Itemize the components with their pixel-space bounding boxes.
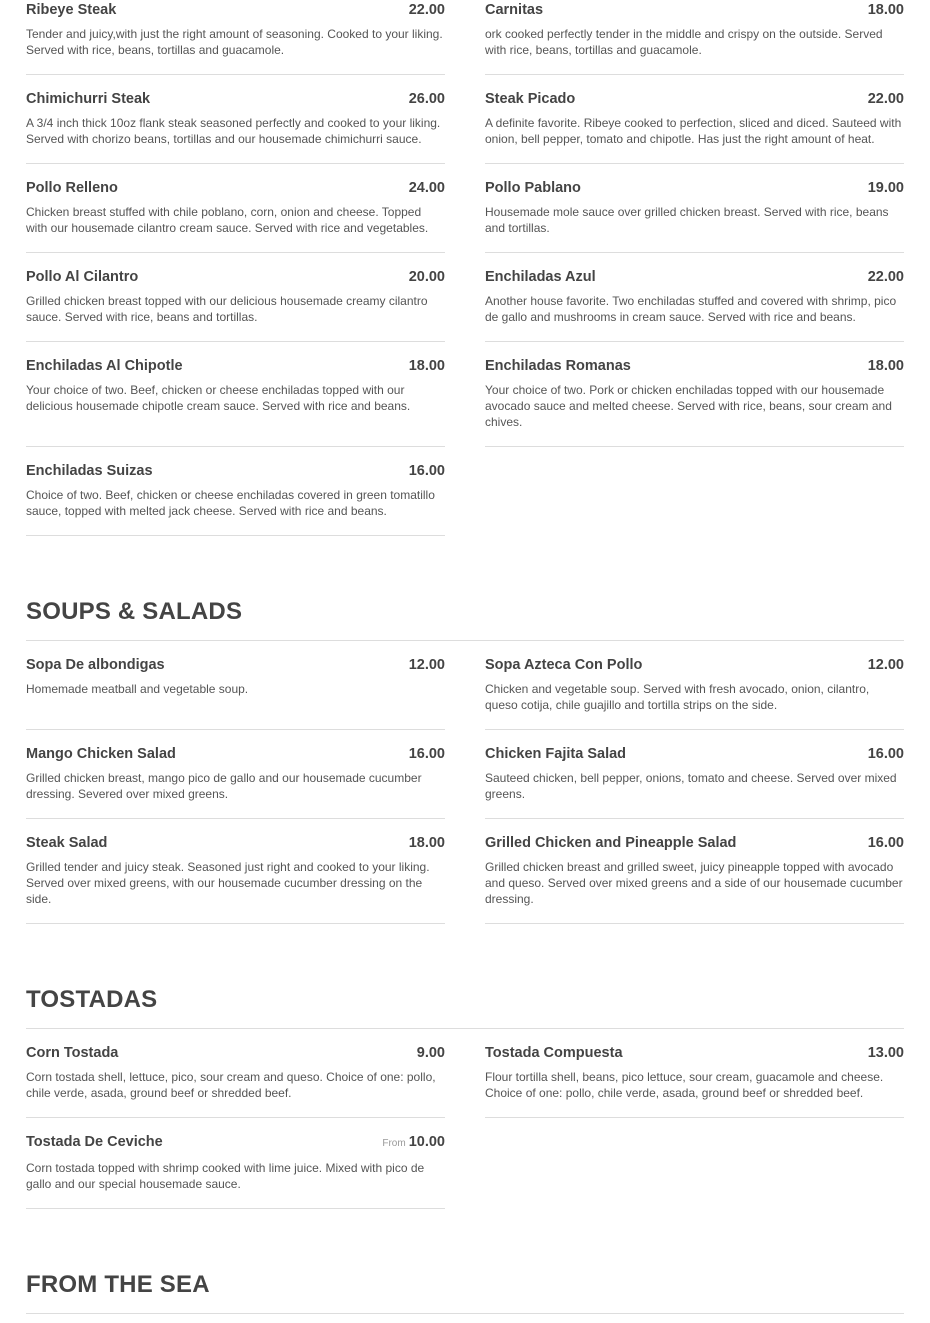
menu-item bbox=[26, 75, 445, 164]
menu-item bbox=[26, 0, 445, 75]
menu-grid-soups-salads bbox=[26, 641, 904, 924]
item-price: 18.00 bbox=[408, 835, 445, 851]
section-from-the-sea bbox=[26, 1271, 904, 1314]
menu-item bbox=[26, 164, 445, 253]
item-description: A 3/4 inch thick 10oz flank steak seasoned perfectly and cooked to your liking. Served with chorizo beans, tortillas and our housemade chimichurri sauce. bbox=[26, 116, 441, 146]
menu-item bbox=[485, 819, 904, 924]
item-name: Corn Tostada bbox=[26, 1045, 119, 1061]
menu-item bbox=[485, 342, 904, 447]
menu-item bbox=[26, 641, 445, 730]
item-description: Your choice of two. Pork or chicken enchiladas topped with our housemade avocado sauce and melted cheese. Served with rice, beans, sour cream and chives. bbox=[485, 383, 892, 429]
item-description: Housemade mole sauce over grilled chicken breast. Served with rice, beans and tortillas. bbox=[485, 205, 889, 235]
menu-item bbox=[485, 0, 904, 75]
item-name: Pollo Al Cilantro bbox=[26, 269, 139, 285]
item-description: Sauteed chicken, bell pepper, onions, tomato and cheese. Served over mixed greens. bbox=[485, 771, 897, 801]
item-description: A definite favorite. Ribeye cooked to perfection, sliced and diced. Sauteed with onion, bell pepper, tomato and chipotle. Has just the right amount of heat. bbox=[485, 116, 902, 146]
empty-grid-cell bbox=[485, 1118, 904, 1209]
menu-item bbox=[485, 730, 904, 819]
item-name: Enchiladas Al Chipotle bbox=[26, 358, 183, 374]
item-description: Tender and juicy,with just the right amount of seasoning. Cooked to your liking. Served with rice, beans, tortillas and guacamole. bbox=[26, 27, 443, 57]
item-price: 22.00 bbox=[867, 269, 904, 285]
item-name: Enchiladas Suizas bbox=[26, 463, 153, 479]
item-price: 22.00 bbox=[408, 2, 445, 18]
item-name: Chimichurri Steak bbox=[26, 91, 151, 107]
item-name: Sopa Azteca Con Pollo bbox=[485, 657, 643, 673]
item-description: Grilled tender and juicy steak. Seasoned just right and cooked to your liking. Served over mixed greens, with our housemade cucumber dressing on the side. bbox=[26, 860, 430, 906]
item-description: Your choice of two. Beef, chicken or cheese enchiladas topped with our delicious housemade chipotle cream sauce. Served with rice and beans. bbox=[26, 383, 411, 413]
section-heading: FROM THE SEA bbox=[26, 1271, 904, 1314]
item-description: Grilled chicken breast, mango pico de gallo and our housemade cucumber dressing. Severed over mixed greens. bbox=[26, 771, 422, 801]
menu-item bbox=[26, 342, 445, 447]
menu-item bbox=[485, 641, 904, 730]
item-name: Steak Picado bbox=[485, 91, 576, 107]
menu-grid-tostadas bbox=[26, 1029, 904, 1209]
item-price: 22.00 bbox=[867, 91, 904, 107]
menu-item bbox=[26, 730, 445, 819]
item-price: 16.00 bbox=[408, 463, 445, 479]
menu-grid-entrees bbox=[26, 0, 904, 536]
item-price: 12.00 bbox=[408, 657, 445, 673]
item-price: 9.00 bbox=[416, 1045, 445, 1061]
item-price: 18.00 bbox=[867, 358, 904, 374]
item-price: 18.00 bbox=[867, 2, 904, 18]
item-name: Carnitas bbox=[485, 2, 544, 18]
menu-item bbox=[485, 253, 904, 342]
item-name: Pollo Pablano bbox=[485, 180, 581, 196]
item-description: Grilled chicken breast topped with our delicious housemade creamy cilantro sauce. Served with rice, beans and tortillas. bbox=[26, 294, 428, 324]
section-soups-salads bbox=[26, 598, 904, 924]
item-price: 16.00 bbox=[867, 746, 904, 762]
section-tostadas bbox=[26, 986, 904, 1209]
item-price: 26.00 bbox=[408, 91, 445, 107]
item-description: Flour tortilla shell, beans, pico lettuce, sour cream, guacamole and cheese. Choice of one: pollo, chile verde, asada, ground beef or shredded beef. bbox=[485, 1070, 884, 1100]
item-name: Tostada Compuesta bbox=[485, 1045, 623, 1061]
item-description: Grilled chicken breast and grilled sweet, juicy pineapple topped with avocado and queso. Served over mixed greens and a side of our housemade cucumber dressing. bbox=[485, 860, 903, 906]
item-price: 10.00 bbox=[408, 1134, 445, 1150]
item-description: Corn tostada shell, lettuce, pico, sour cream and queso. Choice of one: pollo, chile verde, asada, ground beef or shredded beef. bbox=[26, 1070, 436, 1100]
menu-page bbox=[26, 0, 904, 1314]
item-price: 16.00 bbox=[867, 835, 904, 851]
item-description: Another house favorite. Two enchiladas stuffed and covered with shrimp, pico de gallo and mushrooms in cream sauce. Served with rice and beans. bbox=[485, 294, 897, 324]
item-name: Ribeye Steak bbox=[26, 2, 117, 18]
item-description: Corn tostada topped with shrimp cooked with lime juice. Mixed with pico de gallo and our special housemade sauce. bbox=[26, 1161, 425, 1191]
item-description: Chicken and vegetable soup. Served with fresh avocado, onion, cilantro, queso cotija, chile guajillo and tortilla strips on the side. bbox=[485, 682, 870, 712]
section-heading: TOSTADAS bbox=[26, 986, 904, 1029]
item-price-group bbox=[382, 1134, 445, 1152]
item-price: 18.00 bbox=[408, 358, 445, 374]
item-name: Enchiladas Romanas bbox=[485, 358, 631, 374]
menu-item bbox=[485, 164, 904, 253]
empty-grid-cell bbox=[485, 447, 904, 536]
menu-item bbox=[26, 447, 445, 536]
section-heading: SOUPS & SALADS bbox=[26, 598, 904, 641]
menu-item bbox=[26, 819, 445, 924]
item-description: Choice of two. Beef, chicken or cheese enchiladas covered in green tomatillo sauce, topped with melted jack cheese. Served with rice and beans. bbox=[26, 488, 435, 518]
menu-item bbox=[485, 75, 904, 164]
item-name: Chicken Fajita Salad bbox=[485, 746, 627, 762]
item-name: Mango Chicken Salad bbox=[26, 746, 176, 762]
item-price: 16.00 bbox=[408, 746, 445, 762]
item-name: Pollo Relleno bbox=[26, 180, 118, 196]
item-price: 19.00 bbox=[867, 180, 904, 196]
item-name: Steak Salad bbox=[26, 835, 108, 851]
item-description: ork cooked perfectly tender in the middle and crispy on the outside. Served with rice, beans, tortillas and guacamole. bbox=[485, 27, 883, 57]
menu-item bbox=[26, 253, 445, 342]
item-price: 20.00 bbox=[408, 269, 445, 285]
item-name: Enchiladas Azul bbox=[485, 269, 596, 285]
menu-item bbox=[485, 1029, 904, 1118]
item-description: Chicken breast stuffed with chile poblano, corn, onion and cheese. Topped with our housemade cilantro cream sauce. Served with rice and vegetables. bbox=[26, 205, 429, 235]
item-price: 24.00 bbox=[408, 180, 445, 196]
item-name: Tostada De Ceviche bbox=[26, 1134, 163, 1150]
item-name: Sopa De albondigas bbox=[26, 657, 165, 673]
item-price: 12.00 bbox=[867, 657, 904, 673]
menu-item bbox=[26, 1029, 445, 1118]
price-prefix: From bbox=[382, 1138, 406, 1149]
item-description: Homemade meatball and vegetable soup. bbox=[26, 682, 249, 696]
item-name: Grilled Chicken and Pineapple Salad bbox=[485, 835, 737, 851]
menu-item bbox=[26, 1118, 445, 1209]
item-price: 13.00 bbox=[867, 1045, 904, 1061]
